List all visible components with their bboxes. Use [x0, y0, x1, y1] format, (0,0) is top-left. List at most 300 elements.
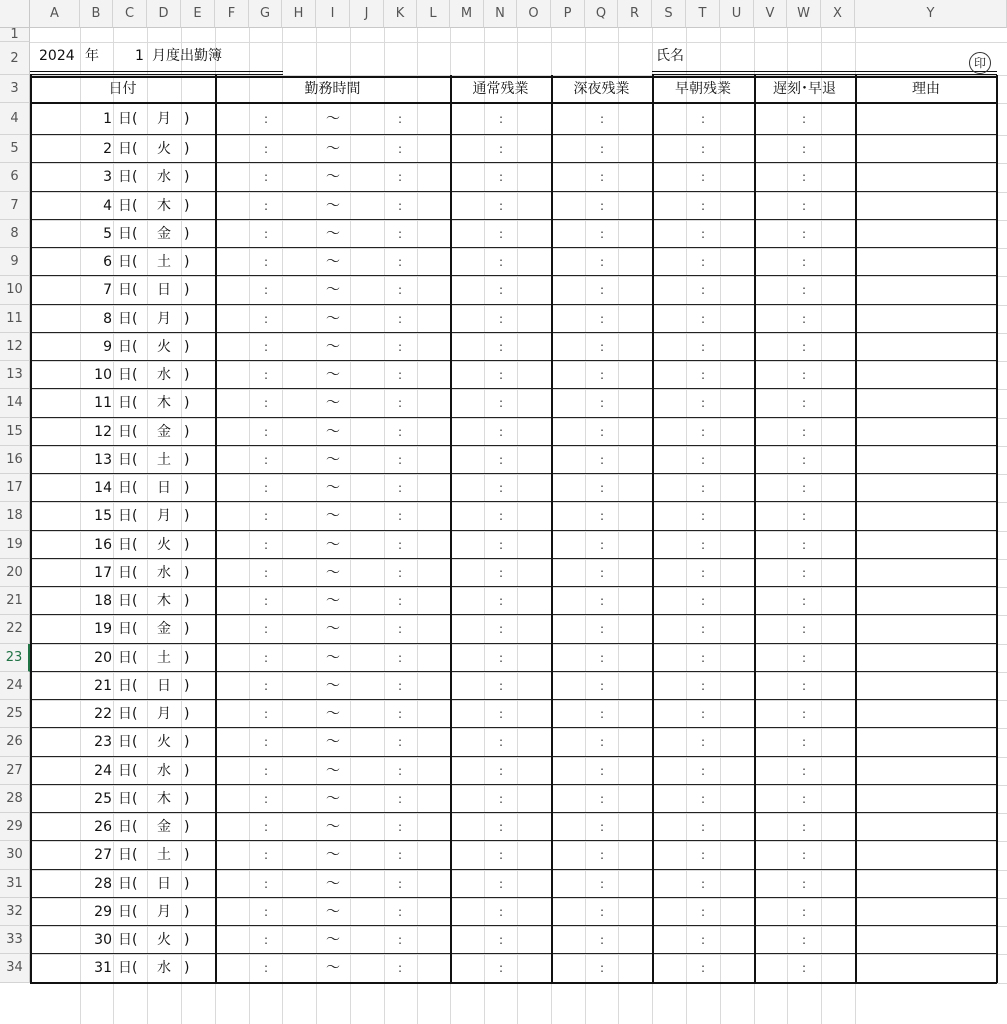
day-number: 10: [94, 367, 112, 384]
row-header-14[interactable]: 14: [0, 389, 30, 417]
close-paren: ): [184, 508, 190, 525]
start-time-colon: :: [263, 763, 269, 778]
gridline-h: [30, 841, 1007, 842]
early-morning-overtime-colon: :: [700, 622, 706, 637]
late-night-overtime-colon: :: [599, 368, 605, 383]
early-morning-overtime-colon: :: [700, 594, 706, 609]
start-time-colon: :: [263, 283, 269, 298]
regular-overtime-colon: :: [498, 622, 504, 637]
regular-overtime-colon: :: [498, 255, 504, 270]
column-header-s[interactable]: S: [652, 0, 686, 28]
row-header-32[interactable]: 32: [0, 898, 30, 926]
row-header-12[interactable]: 12: [0, 333, 30, 361]
regular-overtime-colon: :: [498, 565, 504, 580]
column-group-border: [754, 75, 756, 983]
start-time-colon: :: [263, 650, 269, 665]
late-night-overtime-colon: :: [599, 481, 605, 496]
late-early-leave-colon: :: [801, 904, 807, 919]
day-number: 19: [94, 621, 112, 638]
end-time-colon: :: [397, 283, 403, 298]
late-early-leave-colon: :: [801, 961, 807, 976]
gridline-v: [316, 28, 317, 1024]
regular-overtime-colon: :: [498, 170, 504, 185]
close-paren: ): [184, 649, 190, 666]
regular-overtime-colon: :: [498, 226, 504, 241]
start-time-colon: :: [263, 961, 269, 976]
late-night-overtime-colon: :: [599, 763, 605, 778]
time-range-tilde: ～: [326, 734, 340, 751]
early-morning-overtime-colon: :: [700, 565, 706, 580]
time-range-tilde: ～: [326, 282, 340, 299]
regular-overtime-colon: :: [498, 283, 504, 298]
weekday: 土: [157, 254, 171, 271]
day-number: 22: [94, 706, 112, 723]
day-number: 12: [94, 423, 112, 440]
late-early-leave-colon: :: [801, 339, 807, 354]
early-morning-overtime-colon: :: [700, 339, 706, 354]
time-range-tilde: ～: [326, 254, 340, 271]
regular-overtime-colon: :: [498, 791, 504, 806]
end-time-colon: :: [397, 763, 403, 778]
column-header-m[interactable]: M: [450, 0, 484, 28]
row-border: [30, 134, 997, 135]
end-time-colon: :: [397, 142, 403, 157]
gridline-v: [249, 28, 250, 1024]
early-morning-overtime-colon: :: [700, 735, 706, 750]
weekday: 土: [157, 649, 171, 666]
column-header-x[interactable]: X: [821, 0, 855, 28]
row-border: [30, 925, 997, 926]
gridline-v: [181, 28, 182, 1024]
day-number: 3: [103, 169, 112, 186]
close-paren: ): [184, 536, 190, 553]
column-header-t[interactable]: T: [686, 0, 720, 28]
row-header-33[interactable]: 33: [0, 926, 30, 954]
gridline-h: [30, 559, 1007, 560]
column-header-q[interactable]: Q: [585, 0, 618, 28]
weekday: 水: [157, 762, 171, 779]
regular-overtime-colon: :: [498, 933, 504, 948]
weekday: 日: [157, 677, 171, 694]
time-range-tilde: ～: [326, 762, 340, 779]
gridline-v: [686, 28, 687, 1024]
row-header-8[interactable]: 8: [0, 220, 30, 248]
time-range-tilde: ～: [326, 677, 340, 694]
close-paren: ): [184, 677, 190, 694]
row-border: [30, 388, 997, 389]
close-paren: ): [184, 111, 190, 127]
day-number: 21: [94, 677, 112, 694]
column-header-b[interactable]: B: [80, 0, 113, 28]
weekday: 火: [157, 536, 171, 553]
row-header-23[interactable]: 23: [0, 644, 30, 672]
gridline-h: [30, 333, 1007, 334]
late-night-overtime-colon: :: [599, 142, 605, 157]
time-range-tilde: ～: [326, 197, 340, 214]
time-range-tilde: ～: [326, 564, 340, 581]
close-paren: ): [184, 423, 190, 440]
close-paren: ): [184, 932, 190, 949]
row-header-27[interactable]: 27: [0, 757, 30, 785]
row-header-22[interactable]: 22: [0, 615, 30, 643]
gridline-v: [113, 28, 114, 1024]
column-group-border: [996, 75, 998, 983]
day-unit: 日(: [118, 847, 138, 864]
regular-overtime-colon: :: [498, 876, 504, 891]
early-morning-overtime-colon: :: [700, 283, 706, 298]
late-night-overtime-colon: :: [599, 537, 605, 552]
day-number: 25: [94, 790, 112, 807]
day-unit: 日(: [118, 225, 138, 242]
early-morning-overtime-colon: :: [700, 537, 706, 552]
late-night-overtime-colon: :: [599, 678, 605, 693]
header-early-morning-overtime: 早朝残業: [675, 81, 731, 97]
column-header-j[interactable]: J: [350, 0, 384, 28]
table-header-bottom-border: [30, 102, 997, 104]
late-early-leave-colon: :: [801, 650, 807, 665]
time-range-tilde: ～: [326, 536, 340, 553]
gridline-h: [30, 361, 1007, 362]
weekday: 土: [157, 451, 171, 468]
row-header-28[interactable]: 28: [0, 785, 30, 813]
early-morning-overtime-colon: :: [700, 424, 706, 439]
row-header-19[interactable]: 19: [0, 531, 30, 559]
weekday: 水: [157, 367, 171, 384]
start-time-colon: :: [263, 565, 269, 580]
day-unit: 日(: [118, 649, 138, 666]
start-time-colon: :: [263, 452, 269, 467]
column-header-w[interactable]: W: [787, 0, 821, 28]
row-border: [30, 191, 997, 192]
close-paren: ): [184, 960, 190, 977]
column-header-g[interactable]: G: [249, 0, 282, 28]
day-unit: 日(: [118, 367, 138, 384]
gridline-h: [30, 813, 1007, 814]
late-night-overtime-colon: :: [599, 255, 605, 270]
weekday: 木: [157, 593, 171, 610]
start-time-colon: :: [263, 594, 269, 609]
row-border: [30, 784, 997, 785]
gridline-v: [517, 28, 518, 1024]
end-time-colon: :: [397, 622, 403, 637]
early-morning-overtime-colon: :: [700, 112, 706, 126]
late-night-overtime-colon: :: [599, 650, 605, 665]
regular-overtime-colon: :: [498, 707, 504, 722]
column-header-h[interactable]: H: [282, 0, 316, 28]
late-night-overtime-colon: :: [599, 933, 605, 948]
early-morning-overtime-colon: :: [700, 707, 706, 722]
time-range-tilde: ～: [326, 338, 340, 355]
row-border: [30, 219, 997, 220]
gridline-h: [30, 192, 1007, 193]
start-time-colon: :: [263, 678, 269, 693]
name-underline-2: [652, 74, 997, 75]
row-header-16[interactable]: 16: [0, 446, 30, 474]
gridline-h: [30, 531, 1007, 532]
late-early-leave-colon: :: [801, 707, 807, 722]
start-time-colon: :: [263, 876, 269, 891]
column-header-d[interactable]: D: [147, 0, 181, 28]
start-time-colon: :: [263, 311, 269, 326]
row-header-29[interactable]: 29: [0, 813, 30, 841]
row-header-3[interactable]: 3: [0, 75, 30, 103]
row-header-10[interactable]: 10: [0, 276, 30, 304]
row-border: [30, 756, 997, 757]
early-morning-overtime-colon: :: [700, 226, 706, 241]
column-header-r[interactable]: R: [618, 0, 652, 28]
late-night-overtime-colon: :: [599, 226, 605, 241]
early-morning-overtime-colon: :: [700, 650, 706, 665]
column-header-i[interactable]: I: [316, 0, 350, 28]
row-border: [30, 501, 997, 502]
column-header-u[interactable]: U: [720, 0, 754, 28]
column-header-n[interactable]: N: [484, 0, 517, 28]
late-night-overtime-colon: :: [599, 707, 605, 722]
day-unit: 日(: [118, 564, 138, 581]
time-range-tilde: ～: [326, 480, 340, 497]
late-night-overtime-colon: :: [599, 339, 605, 354]
gridline-h: [30, 615, 1007, 616]
late-night-overtime-colon: :: [599, 820, 605, 835]
close-paren: ): [184, 847, 190, 864]
row-header-5[interactable]: 5: [0, 135, 30, 163]
day-unit: 日(: [118, 960, 138, 977]
close-paren: ): [184, 875, 190, 892]
start-time-colon: :: [263, 791, 269, 806]
late-night-overtime-colon: :: [599, 396, 605, 411]
end-time-colon: :: [397, 509, 403, 524]
late-night-overtime-colon: :: [599, 452, 605, 467]
late-night-overtime-colon: :: [599, 904, 605, 919]
end-time-colon: :: [397, 650, 403, 665]
late-night-overtime-colon: :: [599, 876, 605, 891]
gridline-v: [618, 28, 619, 1024]
year-unit: 年: [85, 48, 99, 64]
time-range-tilde: ～: [326, 508, 340, 525]
column-header-l[interactable]: L: [417, 0, 450, 28]
header-reason: 理由: [912, 81, 940, 97]
end-time-colon: :: [397, 904, 403, 919]
end-time-colon: :: [397, 339, 403, 354]
close-paren: ): [184, 141, 190, 158]
start-time-colon: :: [263, 198, 269, 213]
end-time-colon: :: [397, 565, 403, 580]
day-number: 23: [94, 734, 112, 751]
table-bottom-border: [30, 982, 997, 984]
header-regular-overtime: 通常残業: [472, 81, 529, 97]
row-border: [30, 162, 997, 163]
time-range-tilde: ～: [326, 932, 340, 949]
end-time-colon: :: [397, 820, 403, 835]
column-header-o[interactable]: O: [517, 0, 551, 28]
early-morning-overtime-colon: :: [700, 961, 706, 976]
row-border: [30, 445, 997, 446]
column-header-v[interactable]: V: [754, 0, 787, 28]
end-time-colon: :: [397, 311, 403, 326]
row-header-2[interactable]: 2: [0, 42, 30, 75]
gridline-v: [350, 28, 351, 1024]
day-unit: 日(: [118, 932, 138, 949]
day-unit: 日(: [118, 197, 138, 214]
day-number: 4: [103, 197, 112, 214]
row-header-4[interactable]: 4: [0, 103, 30, 135]
row-header-1[interactable]: 1: [0, 28, 30, 42]
row-header-21[interactable]: 21: [0, 587, 30, 615]
column-header-k[interactable]: K: [384, 0, 417, 28]
late-early-leave-colon: :: [801, 142, 807, 157]
regular-overtime-colon: :: [498, 735, 504, 750]
row-border: [30, 558, 997, 559]
start-time-colon: :: [263, 622, 269, 637]
gridline-h: [30, 389, 1007, 390]
end-time-colon: :: [397, 848, 403, 863]
column-header-y[interactable]: Y: [855, 0, 1007, 28]
time-range-tilde: ～: [326, 141, 340, 158]
row-header-6[interactable]: 6: [0, 163, 30, 191]
day-unit: 日(: [118, 593, 138, 610]
regular-overtime-colon: :: [498, 537, 504, 552]
gridline-v: [821, 28, 822, 1024]
late-night-overtime-colon: :: [599, 311, 605, 326]
early-morning-overtime-colon: :: [700, 904, 706, 919]
regular-overtime-colon: :: [498, 424, 504, 439]
row-header-25[interactable]: 25: [0, 700, 30, 728]
day-unit: 日(: [118, 875, 138, 892]
day-number: 16: [94, 536, 112, 553]
row-header-24[interactable]: 24: [0, 672, 30, 700]
regular-overtime-colon: :: [498, 678, 504, 693]
regular-overtime-colon: :: [498, 396, 504, 411]
late-night-overtime-colon: :: [599, 198, 605, 213]
day-unit: 日(: [118, 706, 138, 723]
close-paren: ): [184, 367, 190, 384]
title-underline-2: [30, 74, 283, 75]
row-header-30[interactable]: 30: [0, 841, 30, 869]
column-header-f[interactable]: F: [215, 0, 249, 28]
row-header-34[interactable]: 34: [0, 954, 30, 982]
row-header-13[interactable]: 13: [0, 361, 30, 389]
close-paren: ): [184, 790, 190, 807]
late-early-leave-colon: :: [801, 678, 807, 693]
late-early-leave-colon: :: [801, 452, 807, 467]
end-time-colon: :: [397, 876, 403, 891]
close-paren: ): [184, 395, 190, 412]
time-range-tilde: ～: [326, 819, 340, 836]
time-range-tilde: ～: [326, 423, 340, 440]
end-time-colon: :: [397, 424, 403, 439]
gridline-h: [30, 870, 1007, 871]
row-header-20[interactable]: 20: [0, 559, 30, 587]
select-all-corner[interactable]: [0, 0, 30, 28]
gridline-h: [30, 785, 1007, 786]
row-border: [30, 699, 997, 700]
row-header-11[interactable]: 11: [0, 305, 30, 333]
late-night-overtime-colon: :: [599, 594, 605, 609]
seal-stamp-icon: 印: [969, 52, 991, 74]
gridline-h: [30, 728, 1007, 729]
weekday: 日: [157, 480, 171, 497]
day-unit: 日(: [118, 310, 138, 327]
start-time-colon: :: [263, 368, 269, 383]
time-range-tilde: ～: [326, 593, 340, 610]
gridline-v: [282, 28, 283, 1024]
day-unit: 日(: [118, 480, 138, 497]
regular-overtime-colon: :: [498, 594, 504, 609]
late-early-leave-colon: :: [801, 424, 807, 439]
gridline-h: [30, 163, 1007, 164]
row-header-18[interactable]: 18: [0, 502, 30, 530]
early-morning-overtime-colon: :: [700, 255, 706, 270]
row-header-26[interactable]: 26: [0, 728, 30, 756]
day-unit: 日(: [118, 677, 138, 694]
day-number: 14: [94, 480, 112, 497]
day-unit: 日(: [118, 903, 138, 920]
gridline-h: [30, 418, 1007, 419]
column-header-e[interactable]: E: [181, 0, 215, 28]
gridline-h: [30, 644, 1007, 645]
gridline-h: [30, 42, 1007, 43]
close-paren: ): [184, 451, 190, 468]
column-header-a[interactable]: A: [30, 0, 80, 28]
late-early-leave-colon: :: [801, 791, 807, 806]
time-range-tilde: ～: [326, 903, 340, 920]
late-early-leave-colon: :: [801, 933, 807, 948]
month-value: 1: [135, 48, 144, 64]
weekday: 日: [157, 875, 171, 892]
close-paren: ): [184, 706, 190, 723]
column-header-c[interactable]: C: [113, 0, 147, 28]
end-time-colon: :: [397, 735, 403, 750]
row-header-15[interactable]: 15: [0, 418, 30, 446]
column-group-border: [652, 75, 654, 983]
weekday: 火: [157, 932, 171, 949]
row-border: [30, 643, 997, 644]
column-header-p[interactable]: P: [551, 0, 585, 28]
regular-overtime-colon: :: [498, 904, 504, 919]
regular-overtime-colon: :: [498, 339, 504, 354]
row-header-9[interactable]: 9: [0, 248, 30, 276]
late-early-leave-colon: :: [801, 112, 807, 126]
day-unit: 日(: [118, 254, 138, 271]
close-paren: ): [184, 734, 190, 751]
row-border: [30, 275, 997, 276]
row-header-7[interactable]: 7: [0, 192, 30, 220]
early-morning-overtime-colon: :: [700, 791, 706, 806]
day-number: 17: [94, 564, 112, 581]
late-night-overtime-colon: :: [599, 112, 605, 126]
day-number: 1: [103, 111, 112, 127]
weekday: 火: [157, 338, 171, 355]
day-unit: 日(: [118, 338, 138, 355]
weekday: 月: [157, 508, 171, 525]
close-paren: ): [184, 762, 190, 779]
late-night-overtime-colon: :: [599, 283, 605, 298]
row-header-31[interactable]: 31: [0, 870, 30, 898]
table-top-border: [30, 76, 997, 78]
time-range-tilde: ～: [326, 960, 340, 977]
row-border: [30, 586, 997, 587]
early-morning-overtime-colon: :: [700, 876, 706, 891]
day-unit: 日(: [118, 423, 138, 440]
regular-overtime-colon: :: [498, 763, 504, 778]
late-early-leave-colon: :: [801, 820, 807, 835]
weekday: 月: [157, 903, 171, 920]
early-morning-overtime-colon: :: [700, 509, 706, 524]
row-header-17[interactable]: 17: [0, 474, 30, 502]
regular-overtime-colon: :: [498, 112, 504, 126]
end-time-colon: :: [397, 112, 403, 126]
late-night-overtime-colon: :: [599, 735, 605, 750]
